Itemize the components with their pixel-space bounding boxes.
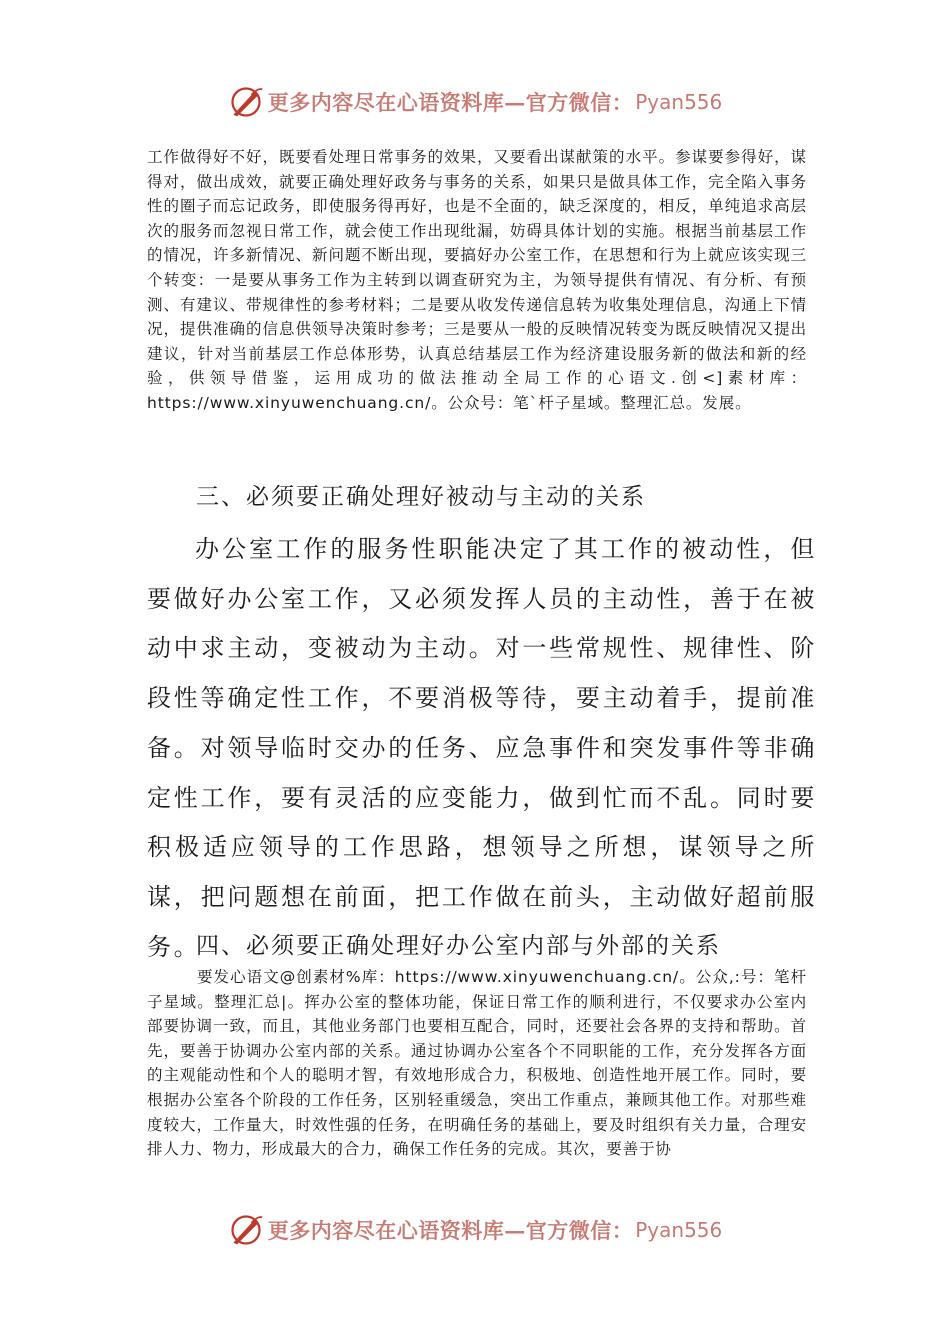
body-paragraph-2: 办公室工作的服务性职能决定了其工作的被动性，但要做好办公室工作，又必须发挥人员的主动性，善于在被动中求主动，变被动为主动。对一些常规性、规律性、阶段性等确定性工作，不要消极等待，要主动着手，提前准备。对领导临时交办的任务、应急事件和突发事件等非确定性工作，要有灵活的应变能力，做到忙而不乱。同时要积极适应领导的工作思路，想领导之所想，谋领导之所谋，把问题想在前面，把工作做在前头，主动做好超前服务。 xyxy=(147,535,817,961)
body-paragraph-1: 工作做得好不好，既要看处理日常事务的效果，又要看出谋献策的水平。参谋要参得好，谋得对，做出成效，就要正确处理好政务与事务的关系，如果只是做具体工作，完全陷入事务性的圈子而忘记政务，即使服务得再好，也是不全面的，缺乏深度的，相反，单纯追求高层次的服务而忽视日常工作，就会使工作出现纰漏，妨碍具体计划的实施。根据当前基层工作的情况，许多新情况、新问题不断出现，要搞好办公室工作，在思想和行为上就应该实现三个转变：一是要从事务工作为主转到以调查研究为主，为领导提供有情况、有分析、有预测、有建议、带规律性的参考材料；二是要从收发传递信息转为收集处理信息，沟通上下情况，提供准确的信息供领导决策时参考；三是要从一般的反映情况转变为既反映情况又提出建议，针对当前基层工作总体形势，认真总结基层工作为经济建设服务新的做法和新的经验，供领导借鉴，运用成功的做法推动全局工作的心语文.创<]素材库：https://www.xinyuwenchuang.cn/。公众号：笔`杆子星域。整理汇总。发展。 xyxy=(147,148,807,412)
banner-wechat-id: Pyan556 xyxy=(635,90,723,114)
banner-text: 更多内容尽在心语资料库—官方微信： xyxy=(267,90,634,115)
pen-logo-icon xyxy=(228,84,264,120)
body-paragraph-3: 要发心语文@创素材%库：https://www.xinyuwenchuang.cn/。公众,:号：笔杆子星域。整理汇总|。挥办公室的整体功能，保证日常工作的顺利进行，不仅要求办公室内部要协调一致，而且，其他业务部门也要相互配合，同时，还要社会各界的支持和帮助。首先，要善于协调办公室内部的关系。通过协调办公室各个不同职能的工作，充分发挥各方面的主观能动性和个人的聪明才智，有效地形成合力，积极地、创造性地开展工作。同时，要根据办公室各个阶段的工作任务，区别轻重缓急，突出工作重点，兼顾其他工作。对那些难度较大，工作量大，时效性强的任务，在明确任务的基础上，要及时组织有关力量，合理安排人力、物力，形成最大的合力，确保工作任务的完成。其次，要善于协 xyxy=(147,968,807,1159)
pen-logo-icon xyxy=(228,1212,264,1248)
section-heading-3: 三、必须要正确处理好被动与主动的关系 xyxy=(196,484,646,510)
footer-banner xyxy=(0,1210,950,1250)
header-banner xyxy=(0,82,950,122)
banner-wechat-id: Pyan556 xyxy=(635,1218,723,1242)
banner-text: 更多内容尽在心语资料库—官方微信： xyxy=(267,1218,634,1243)
section-heading-4: 四、必须要正确处理好办公室内部与外部的关系 xyxy=(196,933,721,959)
